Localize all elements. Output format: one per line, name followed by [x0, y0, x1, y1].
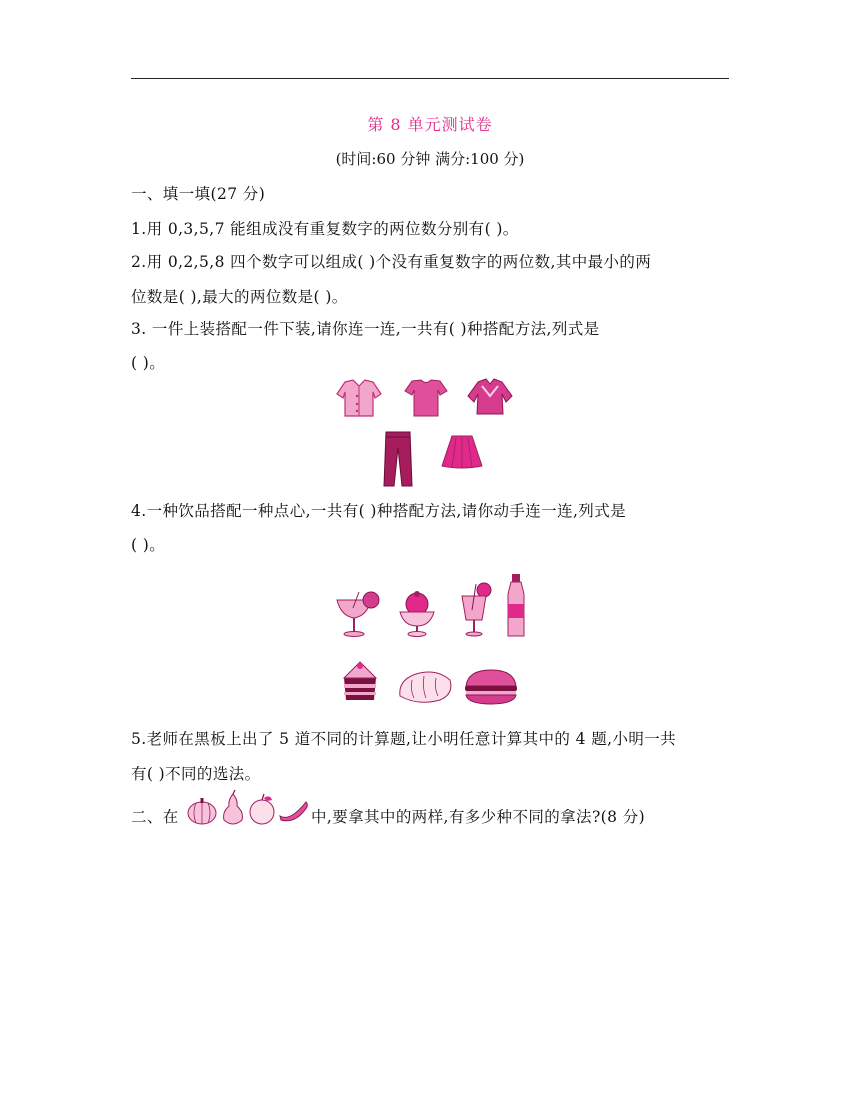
pants-icon: [380, 430, 416, 488]
question-5-line2: 有( )不同的选法。: [131, 765, 261, 783]
bottle-icon: [502, 572, 530, 640]
question-2-line2: 位数是( ),最大的两位数是( )。: [131, 288, 348, 306]
question-5-line1: 5.老师在黑板上出了 5 道不同的计算题,让小明任意计算其中的 4 题,小明一共: [131, 730, 677, 748]
question-4-line1: 4.一种饮品搭配一种点心,一共有( )种搭配方法,请你动手连一连,列式是: [131, 502, 626, 520]
question-1: 1.用 0,3,5,7 能组成没有重复数字的两位数分别有( )。: [131, 220, 519, 238]
cardigan-icon: [335, 378, 383, 418]
question-2-line1: 2.用 0,2,5,8 四个数字可以组成( )个没有重复数字的两位数,其中最小的两: [131, 253, 652, 271]
question-3-line1: 3. 一件上装搭配一件下装,请你连一连,一共有( )种搭配方法,列式是: [131, 320, 600, 338]
pumpkin-icon: [186, 796, 218, 826]
header-rule: [131, 78, 729, 79]
bread-icon: [396, 666, 454, 706]
pear-icon: [220, 790, 246, 826]
sundae-icon: [396, 590, 438, 638]
juice-icon: [456, 580, 494, 638]
cocktail-icon: [333, 588, 383, 638]
section2-prefix: 二、在: [131, 808, 179, 826]
question-3-line2: ( )。: [131, 354, 166, 372]
banana-icon: [278, 798, 310, 824]
cake-icon: [338, 656, 382, 704]
jacket-icon: [466, 376, 514, 418]
apple-icon: [248, 792, 276, 826]
tshirt-icon: [404, 378, 448, 418]
burger-icon: [462, 668, 520, 706]
section1-heading: 一、填一填(27 分): [131, 185, 266, 203]
page-title: 第 8 单元测试卷: [367, 115, 493, 134]
skirt-icon: [440, 434, 484, 470]
question-4-line2: ( )。: [131, 536, 166, 554]
section2-question: 中,要拿其中的两样,有多少种不同的拿法?(8 分): [311, 808, 646, 826]
exam-info: (时间:60 分钟 满分:100 分): [335, 150, 525, 168]
